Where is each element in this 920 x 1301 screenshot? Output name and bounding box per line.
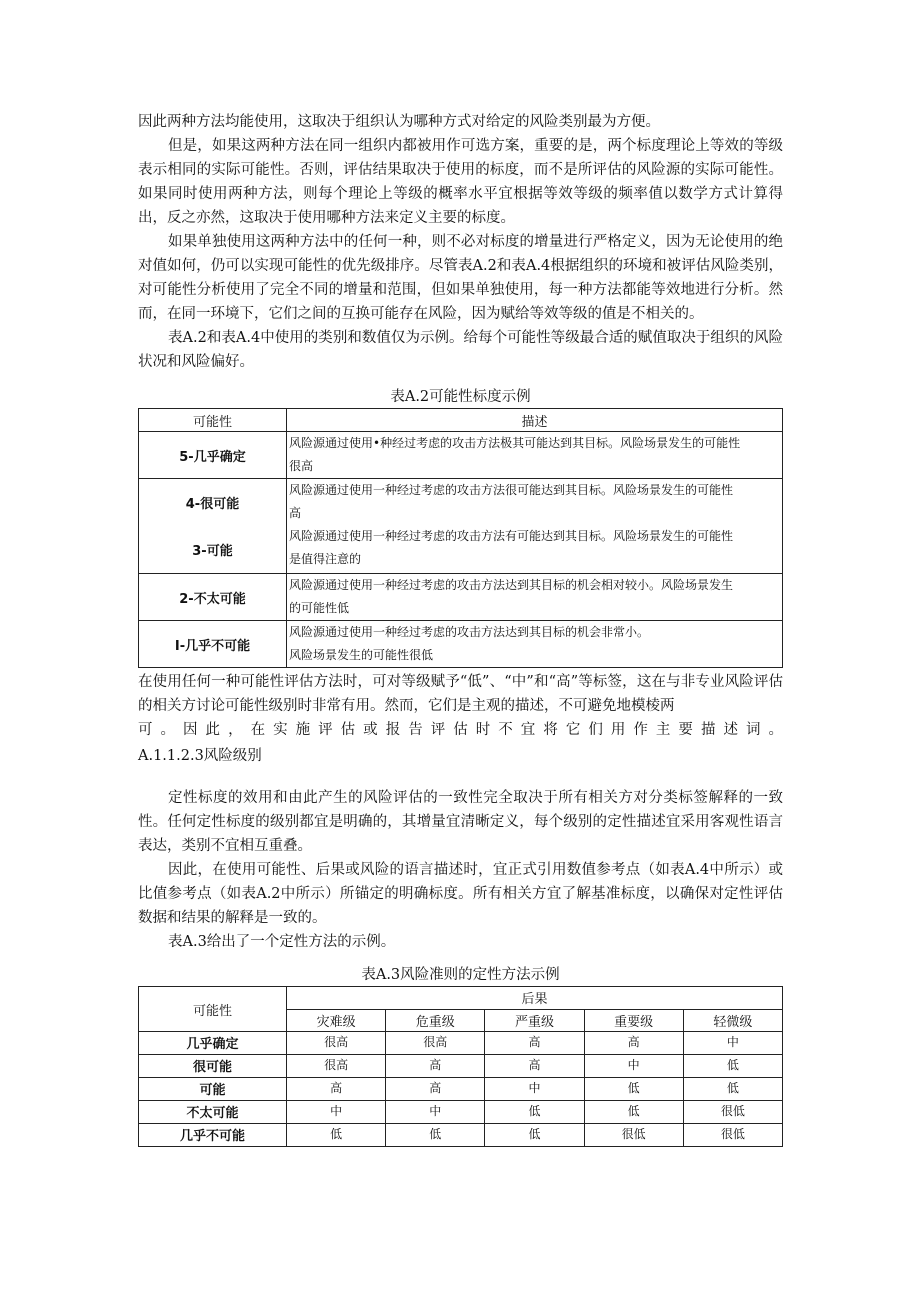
table-cell: 低 <box>386 1124 485 1147</box>
table-row <box>139 1078 783 1101</box>
table-cell: 中 <box>386 1101 485 1124</box>
table-cell: 中 <box>485 1078 584 1101</box>
row-label: 不太可能 <box>139 1101 287 1124</box>
description-line: 风险源通过使用•种经过考虑的攻击方法极其可能达到其目标。风险场景发生的可能性 <box>289 436 741 450</box>
table-cell: 很高 <box>287 1032 386 1055</box>
description-line: 很高 <box>289 459 314 473</box>
table-cell: 很低 <box>584 1124 683 1147</box>
table-row <box>139 1032 783 1055</box>
row-header: 可能性 <box>139 987 287 1032</box>
table-cell: 中 <box>584 1055 683 1078</box>
level-label: 4-很可能 <box>185 497 240 512</box>
column-header: 灾难级 <box>287 1009 386 1032</box>
section-heading: A.1.1.2.3风险级别 <box>138 748 262 764</box>
table-cell: 低 <box>485 1124 584 1147</box>
table-cell: 高 <box>485 1055 584 1078</box>
table-cell: 高 <box>485 1032 584 1055</box>
description-line: 的可能性低 <box>289 601 350 615</box>
description-line: 风险源通过使用一种经过考虑的攻击方法达到其目标的机会非常小。 <box>289 625 650 639</box>
table-cell: 很高 <box>386 1032 485 1055</box>
row-label: 几乎确定 <box>139 1032 287 1055</box>
level-cell: 5-几乎确定 <box>139 432 287 479</box>
row-label: 很可能 <box>139 1055 287 1078</box>
column-header: 严重级 <box>485 1009 584 1032</box>
paragraph: 表A.3给出了一个定性方法的示例。 <box>168 934 396 950</box>
column-header: 危重级 <box>386 1009 485 1032</box>
table-cell: 低 <box>584 1078 683 1101</box>
table-a3 <box>138 986 783 1147</box>
paragraph: 定性标度的效用和由此产生的风险评估的一致性完全取决于所有相关方对分类标签解释的一致性。任何定性标度的级别都宜是明确的，其增量宜清晰定义，每个级别的定性描述宜采用客观性语言表达，类别不宜相互重叠。 <box>138 790 783 854</box>
description-line: 是值得注意的 <box>289 552 362 566</box>
table-cell: 高 <box>386 1055 485 1078</box>
table-cell: 很高 <box>287 1055 386 1078</box>
document-body <box>138 110 783 1147</box>
table-cell: 低 <box>683 1078 782 1101</box>
paragraph: 如果单独使用这两种方法中的任何一种，则不必对标度的增量进行严格定义，因为无论使用的绝对值如何，仍可以实现可能性的优先级排序。尽管表A.2和表A.4根据组织的环境和被评估风险类别，对可能性分析使用了完全不同的增量和范围，但如果单独使用，每一种方法都能等效地进行分析。然而，在同一环境下，它们之间的互换可能存在风险，因为赋给等效等级的值是不相关的。 <box>138 234 783 322</box>
group-header: 后果 <box>287 987 783 1010</box>
table-cell: 中 <box>683 1032 782 1055</box>
level-cell-merged <box>139 479 287 574</box>
description-line: 风险源通过使用一种经过考虑的攻击方法很可能达到其目标。风险场景发生的可能性 <box>289 483 734 497</box>
row-label: 几乎不可能 <box>139 1124 287 1147</box>
paragraph-justified-line: 可。因此，在实施评估或报告评估时不宜将它们用作主要描述词。 <box>138 722 783 738</box>
description-cell <box>287 574 783 621</box>
table-header-row <box>139 987 783 1010</box>
table-row <box>139 574 783 621</box>
paragraph: 但是，如果这两种方法在同一组织内都被用作可选方案，重要的是，两个标度理论上等效的等级表示相同的实际可能性。否则，评估结果取决于使用的标度，而不是所评估的风险源的实际可能性。如果同时使用两种方法，则每个理论上等级的概率水平宜根据等效等级的频率值以数学方式计算得出，反之亦然，这取决于使用哪种方法来定义主要的标度。 <box>138 138 783 226</box>
description-cell <box>287 432 783 479</box>
table-cell: 高 <box>287 1078 386 1101</box>
table-a3-caption: 表A.3风险准则的定性方法示例 <box>361 967 560 983</box>
table-header-row <box>139 409 783 432</box>
description-cell <box>287 479 783 574</box>
table-cell: 低 <box>287 1124 386 1147</box>
level-label: 3-可能 <box>192 544 233 559</box>
column-header: 描述 <box>287 409 783 432</box>
table-cell: 低 <box>485 1101 584 1124</box>
table-row <box>139 479 783 574</box>
table-cell: 高 <box>584 1032 683 1055</box>
table-cell: 中 <box>287 1101 386 1124</box>
table-cell: 很低 <box>683 1101 782 1124</box>
table-cell: 很低 <box>683 1124 782 1147</box>
column-header: 重要级 <box>584 1009 683 1032</box>
description-line: 风险源通过使用一种经过考虑的攻击方法有可能达到其目标。风险场景发生的可能性 <box>289 529 734 543</box>
column-header: 可能性 <box>139 409 287 432</box>
paragraph: 因此两种方法均能使用，这取决于组织认为哪种方式对给定的风险类别最为方便。 <box>138 114 660 130</box>
description-line: 风险源通过使用一种经过考虑的攻击方法达到其目标的机会相对较小。风险场景发生 <box>289 578 734 592</box>
table-cell: 低 <box>584 1101 683 1124</box>
table-a2-caption: 表A.2可能性标度示例 <box>390 389 531 405</box>
description-line: 高 <box>289 506 302 520</box>
table-cell: 低 <box>683 1055 782 1078</box>
column-header: 轻微级 <box>683 1009 782 1032</box>
description-cell <box>287 621 783 668</box>
paragraph: 在使用任何一种可能性评估方法时，可对等级赋予“低”、“中”和“高”等标签，这在与非专业风险评估的相关方讨论可能性级别时非常有用。然而，它们是主观的描述，不可避免地模棱两 <box>138 674 783 714</box>
table-row <box>139 621 783 668</box>
table-row <box>139 1124 783 1147</box>
row-label: 可能 <box>139 1078 287 1101</box>
table-row <box>139 1055 783 1078</box>
table-cell: 高 <box>386 1078 485 1101</box>
table-a2 <box>138 408 783 668</box>
paragraph: 因此，在使用可能性、后果或风险的语言描述时，宜正式引用数值参考点（如表A.4中所示）或比值参考点（如表A.2中所示）所锚定的明确标度。所有相关方宜了解基准标度，以确保对定性评估数据和结果的解释是一致的。 <box>138 862 783 926</box>
table-row <box>139 432 783 479</box>
level-cell: 2-不太可能 <box>139 574 287 621</box>
table-row <box>139 1101 783 1124</box>
level-cell: I-几乎不可能 <box>139 621 287 668</box>
description-line: 风险场景发生的可能性很低 <box>289 648 434 662</box>
paragraph: 表A.2和表A.4中使用的类别和数值仅为示例。给每个可能性等级最合适的赋值取决于组织的风险状况和风险偏好。 <box>138 330 783 370</box>
